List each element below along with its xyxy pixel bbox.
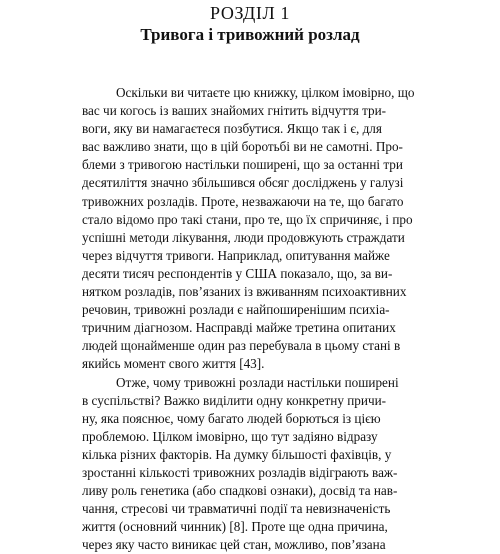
paragraph-2	[82, 374, 412, 554]
text-line: тричним діагнозом. Насправді майже третина опитаних	[82, 319, 412, 337]
text-line: ну, яка пояснює, чому багато людей борються із цією	[82, 410, 412, 428]
text-line: в суспільстві? Важко виділити одну конкретну причи-	[82, 392, 412, 410]
text-line: вас чи когось із ваших знайомих гнітить відчуття три-	[82, 102, 412, 120]
text-line: воги, яку ви намагаєтеся позбутися. Якщо так і є, для	[82, 120, 412, 138]
text-line: десятиліття значно збільшився обсяг досліджень у галузі	[82, 174, 412, 192]
text-line: Отже, чому тривожні розлади настільки поширені	[82, 374, 412, 392]
text-line: вас важливо знати, що в цій боротьбі ви не самотні. Про-	[82, 138, 412, 156]
text-line: нятком розладів, пов’язаних із вживанням психоактивних	[82, 283, 412, 301]
text-line: ливу роль генетика (або спадкові ознаки), досвід та нав-	[82, 482, 412, 500]
text-line: людей щонайменше один раз перебувала в цьому стані в	[82, 337, 412, 355]
text-line: зростанні кількості тривожних розладів відіграють важ-	[82, 464, 412, 482]
body-text	[82, 84, 412, 554]
text-line: якийсь момент свого життя [43].	[82, 355, 412, 373]
text-line: життя (основний чинник) [8]. Проте ще одна причина,	[82, 518, 412, 536]
text-line: Оскільки ви читаєте цю книжку, цілком імовірно, що	[82, 84, 412, 102]
text-line: десяти тисяч респондентів у США показало, що, за ви-	[82, 265, 412, 283]
paragraph-1	[82, 84, 412, 374]
chapter-label: РОЗДІЛ 1	[0, 2, 500, 24]
text-line: успішні методи лікування, люди продовжують страждати	[82, 229, 412, 247]
text-line: проблемою. Цілком імовірно, що тут задіяно відразу	[82, 428, 412, 446]
text-line: блеми з тривогою настільки поширені, що за останні три	[82, 156, 412, 174]
text-line: тривожних розладів. Проте, незважаючи на те, що багато	[82, 193, 412, 211]
text-line: речовин, тривожні розлади є найпоширенішим психіа-	[82, 301, 412, 319]
text-line: через яку часто виникає цей стан, можливо, пов’язана	[82, 536, 412, 554]
chapter-title: Тривога і тривожний розлад	[0, 24, 500, 46]
text-line: кілька різних факторів. На думку більшості фахівців, у	[82, 446, 412, 464]
text-line: чання, стресові чи травматичні події та невизначеність	[82, 500, 412, 518]
text-line: стало відомо про такі стани, про те, що їх спричиняє, і про	[82, 211, 412, 229]
text-line: через відчуття тривоги. Наприклад, опитування майже	[82, 247, 412, 265]
